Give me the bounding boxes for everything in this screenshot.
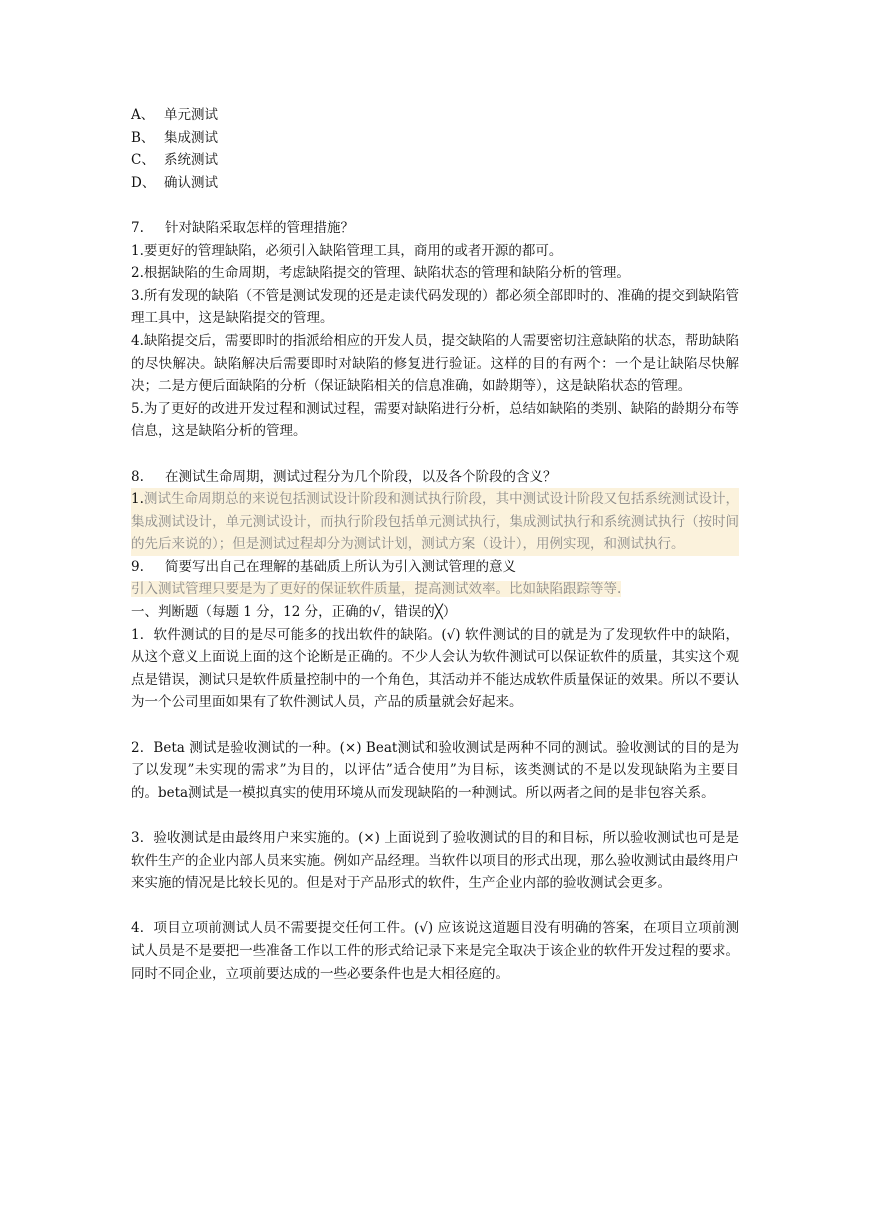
- option-list: [131, 104, 739, 194]
- true-false-section: [131, 601, 739, 985]
- question-9: [131, 556, 739, 601]
- tf-item: 4．项目立项前测试人员不需要提交任何工件。(√) 应该说这道题目没有明确的答案，在项目立项前测试人员是不是要把一些准备工作以工件的形式给记录下来是完全取决于该企业的软件开发过程的要求。同时不同企业，立项前要达成的一些必要条件也是大相径庭的。: [131, 920, 739, 982]
- question-8: [131, 466, 739, 556]
- tf-item: 2．Beta 测试是验收测试的一种。(×) Beat测试和验收测试是两种不同的测试。验收测试的目的是为了以发现”未实现的需求”为目的，以评估”适合使用”为目标，该类测试的不是以发现缺陷为主要目的。beta测试是一模拟真实的使用环境从而发现缺陷的一种测试。所以两者之间的是非包容关系。: [131, 739, 739, 801]
- option-b: [131, 127, 739, 150]
- option-text: 集成测试: [164, 129, 218, 146]
- answer-item: 4.缺陷提交后，需要即时的指派给相应的开发人员，提交缺陷的人需要密切注意缺陷的状态，帮助缺陷的尽快解决。缺陷解决后需要即时对缺陷的修复进行验证。这样的目的有两个：一个是让缺陷尽快解决；二是方便后面缺陷的分析（保证缺陷相关的信息准确，如龄期等），这是缺陷状态的管理。: [131, 332, 739, 395]
- option-key: D、: [131, 174, 156, 191]
- document-page: [131, 104, 739, 985]
- option-key: B、: [131, 129, 155, 146]
- question-title: 7. 针对缺陷采取怎样的管理措施？: [131, 219, 354, 236]
- option-key: C、: [131, 152, 155, 169]
- question-title: 8. 在测试生命周期，测试过程分为几个阶段，以及各个阶段的含义？: [131, 468, 557, 485]
- answer-item: 1.要更好的管理缺陷，必须引入缺陷管理工具，商用的或者开源的都可。: [131, 242, 563, 259]
- answer-item: 2.根据缺陷的生命周期，考虑缺陷提交的管理、缺陷状态的管理和缺陷分析的管理。: [131, 265, 630, 282]
- section-heading: 一、判断题（每题 1 分，12 分，正确的√，错误的╳）: [131, 604, 457, 621]
- option-d: [131, 172, 739, 195]
- answer-item: 5.为了更好的改进开发过程和测试过程，需要对缺陷进行分析，总结如缺陷的类别、缺陷的龄期分布等信息，这是缺陷分析的管理。: [131, 400, 739, 440]
- question-title: 9. 简要写出自己在理解的基础质上所认为引入测试管理的意义: [131, 558, 516, 575]
- answer-prefix: 1.: [131, 491, 144, 508]
- tf-item: 3．验收测试是由最终用户来实施的。(×) 上面说到了验收测试的目的和目标，所以验收测试也可是是软件生产的企业内部人员来实施。例如产品经理。当软件以项目的形式出现，那么验收测试由最终用户来实施的情况是比较长见的。但是对于产品形式的软件，生产企业内部的验收测试会更多。: [131, 830, 739, 892]
- option-key: A、: [131, 107, 155, 123]
- option-a: [131, 104, 739, 127]
- highlighted-answer: [131, 488, 739, 556]
- tf-item: 1．软件测试的目的是尽可能多的找出软件的缺陷。(√) 软件测试的目的就是为了发现软件中的缺陷，从这个意义上面说上面的这个论断是正确的。不少人会认为软件测试可以保证软件的质量，其实这个观点是错误，测试只是软件质量控制中的一个角色，其活动并不能达成软件质量保证的效果。所以不要认为一个公司里面如果有了软件测试人员，产品的质量就会好起来。: [131, 626, 739, 711]
- question-7: [131, 217, 739, 443]
- option-c: [131, 149, 739, 172]
- option-text: 确认测试: [164, 174, 218, 191]
- answer-item: 3.所有发现的缺陷（不管是测试发现的还是走读代码发现的）都必须全部即时的、准确的提交到缺陷管理工具中，这是缺陷提交的管理。: [131, 287, 739, 327]
- highlighted-answer: 引入测试管理只要是为了更好的保证软件质量，提高测试效率。比如缺陷跟踪等等.: [131, 581, 622, 598]
- answer-text: 测试生命周期总的来说包括测试设计阶段和测试执行阶段，其中测试设计阶段又包括系统测试设计，集成测试设计，单元测试设计，而执行阶段包括单元测试执行，集成测试执行和系统测试执行（按时间的先后来说的）；但是测试过程却分为测试计划，测试方案（设计），用例实现，和测试执行。: [131, 491, 739, 553]
- option-text: 系统测试: [164, 152, 218, 169]
- option-text: 单元测试: [164, 107, 218, 123]
